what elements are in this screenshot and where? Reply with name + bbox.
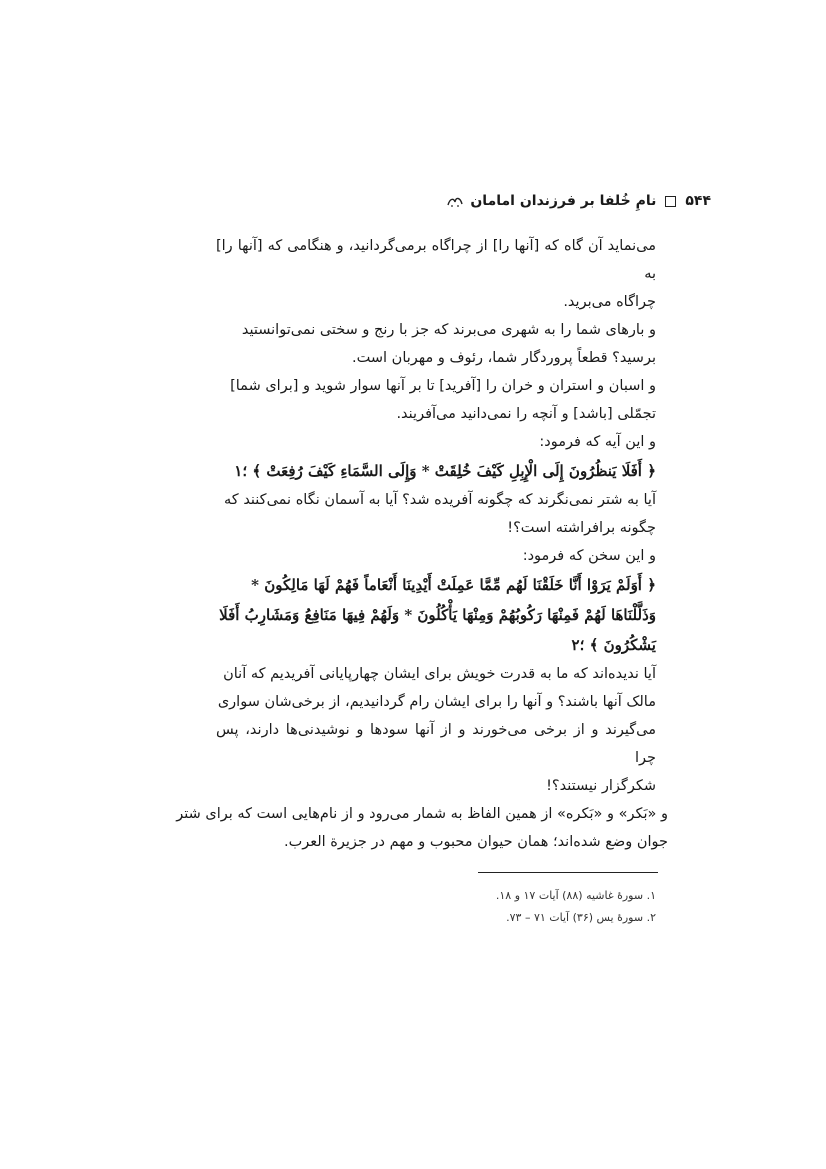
quran-verse: ﴿ أَفَلَا يَنظُرُونَ إِلَى الْإِبِلِ كَيْفَ خُلِقَتْ * وَإِلَى السَّمَاءِ كَيْفَ رُفِعَتْ ﴾ ؛١ xyxy=(234,462,656,480)
body-line: می‌گیرند و از برخی می‌خورند و از آنها سودها و نوشیدنی‌ها دارند، پس چرا xyxy=(216,722,656,766)
body-line: برسید؟ قطعاً پروردگار شما، رئوف و مهربان است. xyxy=(352,350,656,366)
body-line: جوان وضع شده‌اند؛ همان حیوان محبوب و مهم در جزیرة العرب. xyxy=(283,834,668,850)
body-line: و این سخن که فرمود: xyxy=(522,548,656,564)
body-line: شکرگزار نیستند؟! xyxy=(546,778,656,794)
body-text xyxy=(176,232,668,856)
quran-verse: ﴿ أَوَلَمْ يَرَوْا أَنَّا خَلَقْنَا لَهُم مِّمَّا عَمِلَتْ أَيْدِينَا أَنْعَاماً فَهُمْ لَهَا مَالِكُونَ * xyxy=(251,576,656,594)
body-line: می‌نماید آن گاه که [آنها را] از چراگاه برمی‌گردانید، و هنگامی که [آنها را] به xyxy=(216,238,656,282)
quran-verse: يَشْكُرُونَ ﴾ ؛٢ xyxy=(571,636,656,654)
body-line: چراگاه می‌برید. xyxy=(563,294,656,310)
body-line: تجمّلی [باشد] و آنچه را نمی‌دانید می‌آفریند. xyxy=(396,406,656,422)
square-icon xyxy=(665,196,676,207)
body-line: چگونه برافراشته است؟! xyxy=(507,520,656,536)
footnote-divider xyxy=(478,872,658,873)
body-line: و این آیه که فرمود: xyxy=(539,434,656,450)
body-line: و بارهای شما را به شهری می‌برند که جز با رنج و سختی نمی‌توانستید xyxy=(241,322,656,338)
quran-verse: وَذَلَّلْنَاهَا لَهُمْ فَمِنْهَا رَكُوبُهُمْ وَمِنْهَا يَأْكُلُونَ * وَلَهُمْ فِيهَا مَنَافِعُ وَمَشَارِبُ أَفَلَا xyxy=(219,606,656,624)
page-number: ۵۴۴ xyxy=(685,193,711,209)
body-line: و «بَکر» و «بَکره» از همین الفاظ به شمار می‌رود و از نام‌هایی است که برای شتر xyxy=(176,806,668,822)
footnote: ١. سورهٔ غاشیه (٨٨) آیات ١٧ و ١٨. xyxy=(495,889,656,902)
body-line: و اسبان و استران و خران را [آفرید] تا بر آنها سوار شوید و [برای شما] xyxy=(230,378,656,394)
honorific-icon xyxy=(446,194,464,208)
body-line: مالک آنها باشند؟ و آنها را برای ایشان رام گردانیدیم، از برخی‌شان سواری xyxy=(217,694,656,710)
body-line: آیا ندیده‌اند که ما به قدرت خویش برای ایشان چهارپایانی آفریدیم که آنان xyxy=(223,666,656,682)
footnote: ٢. سورهٔ یس (٣۶) آیات ٧١ – ٧٣. xyxy=(506,911,656,924)
body-line: آیا به شتر نمی‌نگرند که چگونه آفریده شد؟ آیا به آسمان نگاه نمی‌کنند که xyxy=(224,492,656,508)
chapter-title: نامِ خُلفا بر فرزندان امامان xyxy=(470,193,657,209)
running-header xyxy=(151,193,711,209)
footnotes xyxy=(216,885,656,929)
